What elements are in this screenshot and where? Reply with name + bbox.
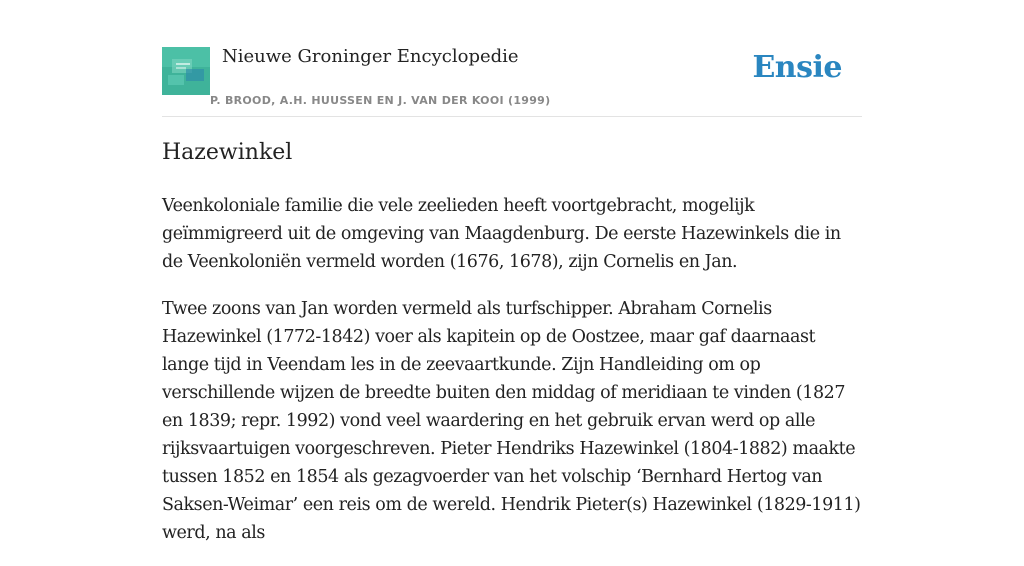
page-container bbox=[162, 0, 862, 543]
entry-title: Hazewinkel bbox=[162, 140, 293, 165]
book-cover-thumbnail-icon[interactable] bbox=[162, 47, 210, 95]
book-authors: P. BROOD, A.H. HUUSSEN EN J. VAN DER KOOI (1999) bbox=[210, 94, 551, 107]
book-header bbox=[162, 0, 862, 117]
entry-paragraph: Veenkoloniale familie die vele zeelieden heeft voortgebracht, mogelijk geïmmigreerd uit de omgeving van Maagdenburg. De eerste Hazewinkels die in de Veenkoloniën vermeld worden (1676, 1678), zijn Cornelis en Jan. bbox=[162, 196, 841, 272]
book-title[interactable]: Nieuwe Groninger Encyclopedie bbox=[222, 46, 519, 67]
entry-body bbox=[162, 192, 862, 566]
ensie-logo-link[interactable]: Ensie bbox=[752, 50, 842, 85]
entry-paragraph: Twee zoons van Jan worden vermeld als turfschipper. Abraham Cornelis Hazewinkel (1772-1842) voer als kapitein op de Oostzee, maar gaf daarnaast lange tijd in Veendam les in de zeevaartkunde. Zijn Handleiding om op verschillende wijzen de breedte buiten den middag of meridiaan te vinden (1827 en 1839; repr. 1992) vond veel waardering en het gebruik ervan werd op alle rijksvaartuigen voorgeschreven. Pieter Hendriks Hazewinkel (1804-1882) maakte tussen 1852 en 1854 als gezagvoerder van het volschip ‘Bernhard Hertog van Saksen-Weimar’ een reis om de wereld. Hendrik Pieter(s) Hazewinkel (1829-1911) werd, na als bbox=[162, 299, 861, 543]
